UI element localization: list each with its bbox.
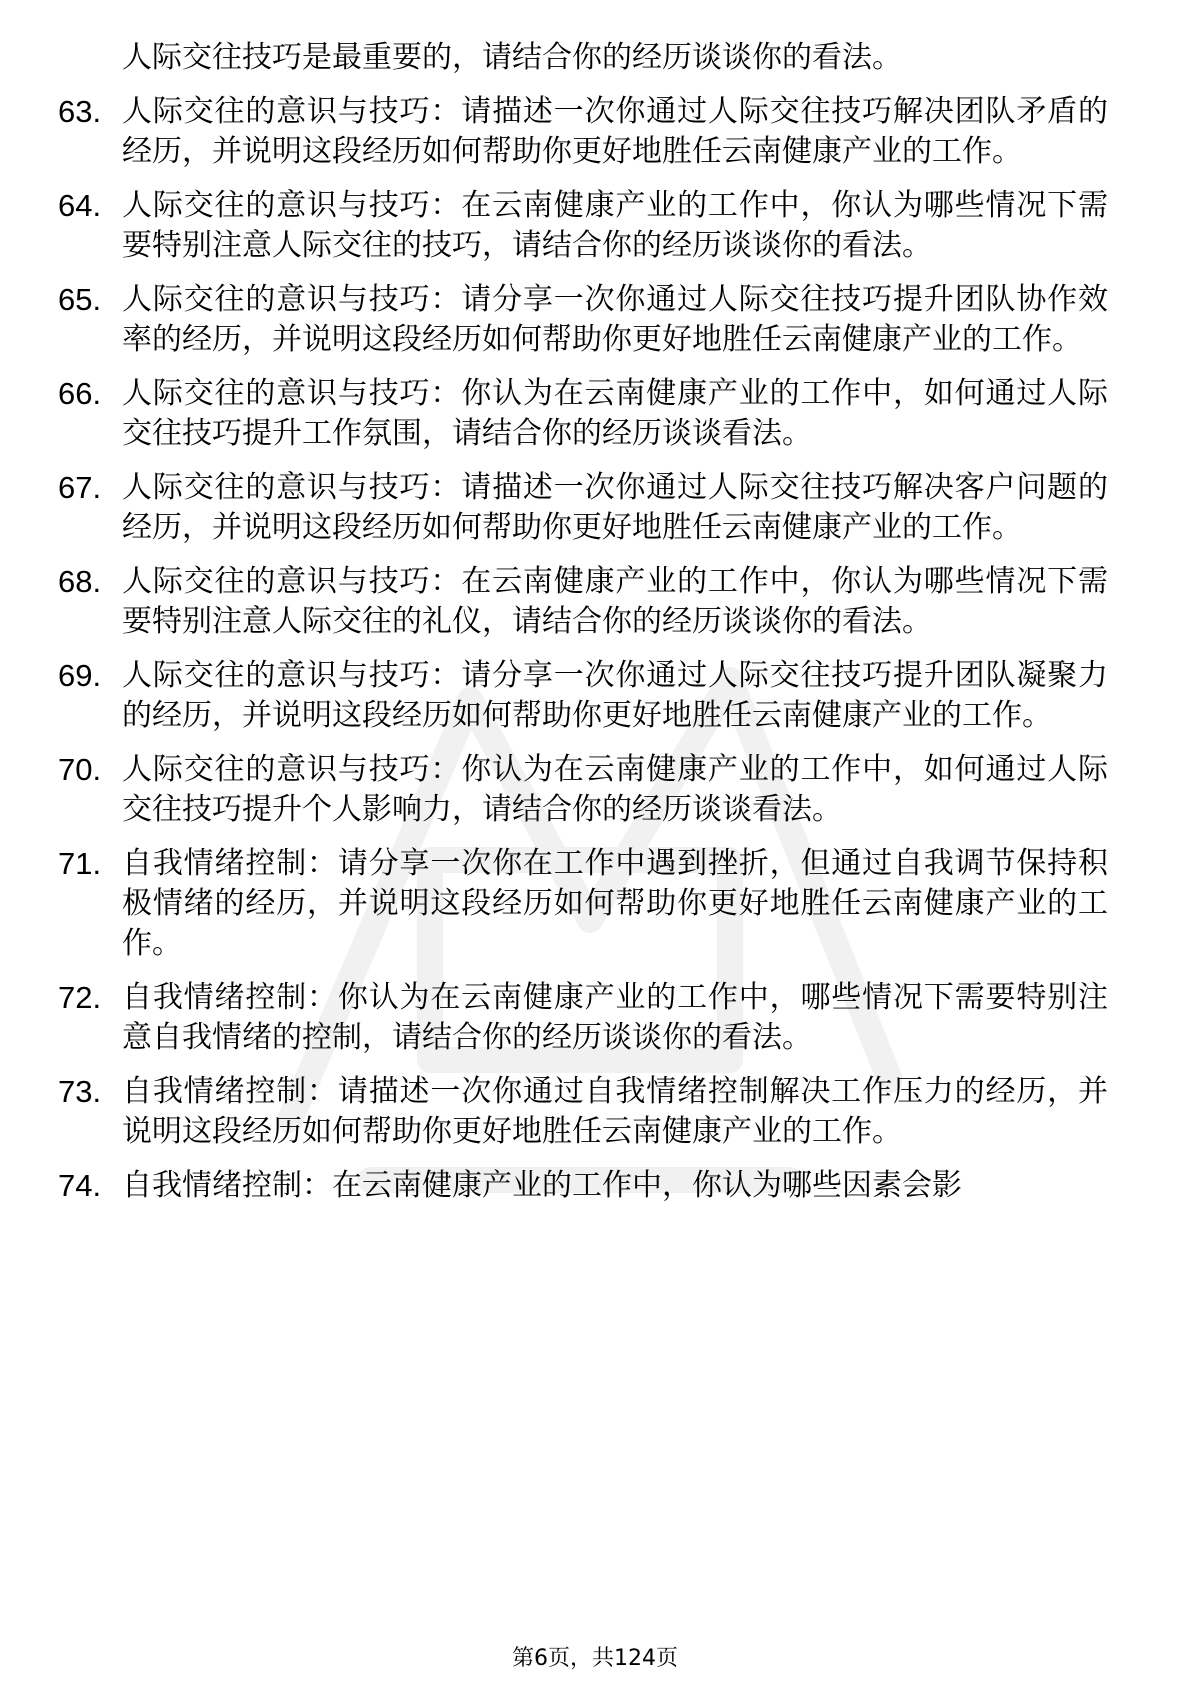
item-number: 73.: [58, 1074, 102, 1109]
item-number: 72.: [58, 980, 102, 1015]
list-item: [58, 374, 1108, 454]
item-text: 自我情绪控制：请描述一次你通过自我情绪控制解决工作压力的经历，并说明这段经历如何帮助你更好地胜任云南健康产业的工作。: [122, 1074, 1108, 1149]
question-list: [58, 38, 1108, 1220]
list-item: [58, 844, 1108, 964]
item-number: 65.: [58, 282, 102, 317]
item-text: 自我情绪控制：请分享一次你在工作中遇到挫折，但通过自我调节保持积极情绪的经历，并说明这段经历如何帮助你更好地胜任云南健康产业的工作。: [122, 846, 1108, 961]
continuation-text: 人际交往技巧是最重要的，请结合你的经历谈谈你的看法。: [122, 40, 902, 75]
item-text: 人际交往的意识与技巧：请描述一次你通过人际交往技巧解决团队矛盾的经历，并说明这段经历如何帮助你更好地胜任云南健康产业的工作。: [122, 94, 1108, 169]
list-item: [58, 750, 1108, 830]
item-number: 70.: [58, 752, 102, 787]
item-number: 71.: [58, 846, 102, 881]
item-text: 人际交往的意识与技巧：请描述一次你通过人际交往技巧解决客户问题的经历，并说明这段经历如何帮助你更好地胜任云南健康产业的工作。: [122, 470, 1108, 545]
list-item: [58, 656, 1108, 736]
item-text: 人际交往的意识与技巧：在云南健康产业的工作中，你认为哪些情况下需要特别注意人际交往的礼仪，请结合你的经历谈谈你的看法。: [122, 564, 1108, 639]
item-number: 68.: [58, 564, 102, 599]
item-number: 69.: [58, 658, 102, 693]
item-text: 人际交往的意识与技巧：请分享一次你通过人际交往技巧提升团队协作效率的经历，并说明这段经历如何帮助你更好地胜任云南健康产业的工作。: [122, 282, 1108, 357]
list-item: [58, 978, 1108, 1058]
list-item: [58, 468, 1108, 548]
item-number: 64.: [58, 188, 102, 223]
list-item: [58, 562, 1108, 642]
item-text: 人际交往的意识与技巧：你认为在云南健康产业的工作中，如何通过人际交往技巧提升个人影响力，请结合你的经历谈谈看法。: [122, 752, 1108, 827]
list-item: [58, 92, 1108, 172]
item-text: 人际交往的意识与技巧：你认为在云南健康产业的工作中，如何通过人际交往技巧提升工作氛围，请结合你的经历谈谈看法。: [122, 376, 1108, 451]
item-number: 66.: [58, 376, 102, 411]
item-number: 74.: [58, 1168, 102, 1203]
item-number: 67.: [58, 470, 102, 505]
page-footer: 第6页，共124页: [512, 1646, 678, 1671]
list-item: [58, 1072, 1108, 1152]
item-number: 63.: [58, 94, 102, 129]
item-text: 自我情绪控制：在云南健康产业的工作中，你认为哪些因素会影: [122, 1168, 962, 1203]
list-item: [58, 186, 1108, 266]
list-item: [58, 1166, 1108, 1206]
item-text: 人际交往的意识与技巧：在云南健康产业的工作中，你认为哪些情况下需要特别注意人际交往的技巧，请结合你的经历谈谈你的看法。: [122, 188, 1108, 263]
item-text: 人际交往的意识与技巧：请分享一次你通过人际交往技巧提升团队凝聚力的经历，并说明这段经历如何帮助你更好地胜任云南健康产业的工作。: [122, 658, 1108, 733]
list-item: [58, 280, 1108, 360]
item-text: 自我情绪控制：你认为在云南健康产业的工作中，哪些情况下需要特别注意自我情绪的控制，请结合你的经历谈谈你的看法。: [122, 980, 1108, 1055]
